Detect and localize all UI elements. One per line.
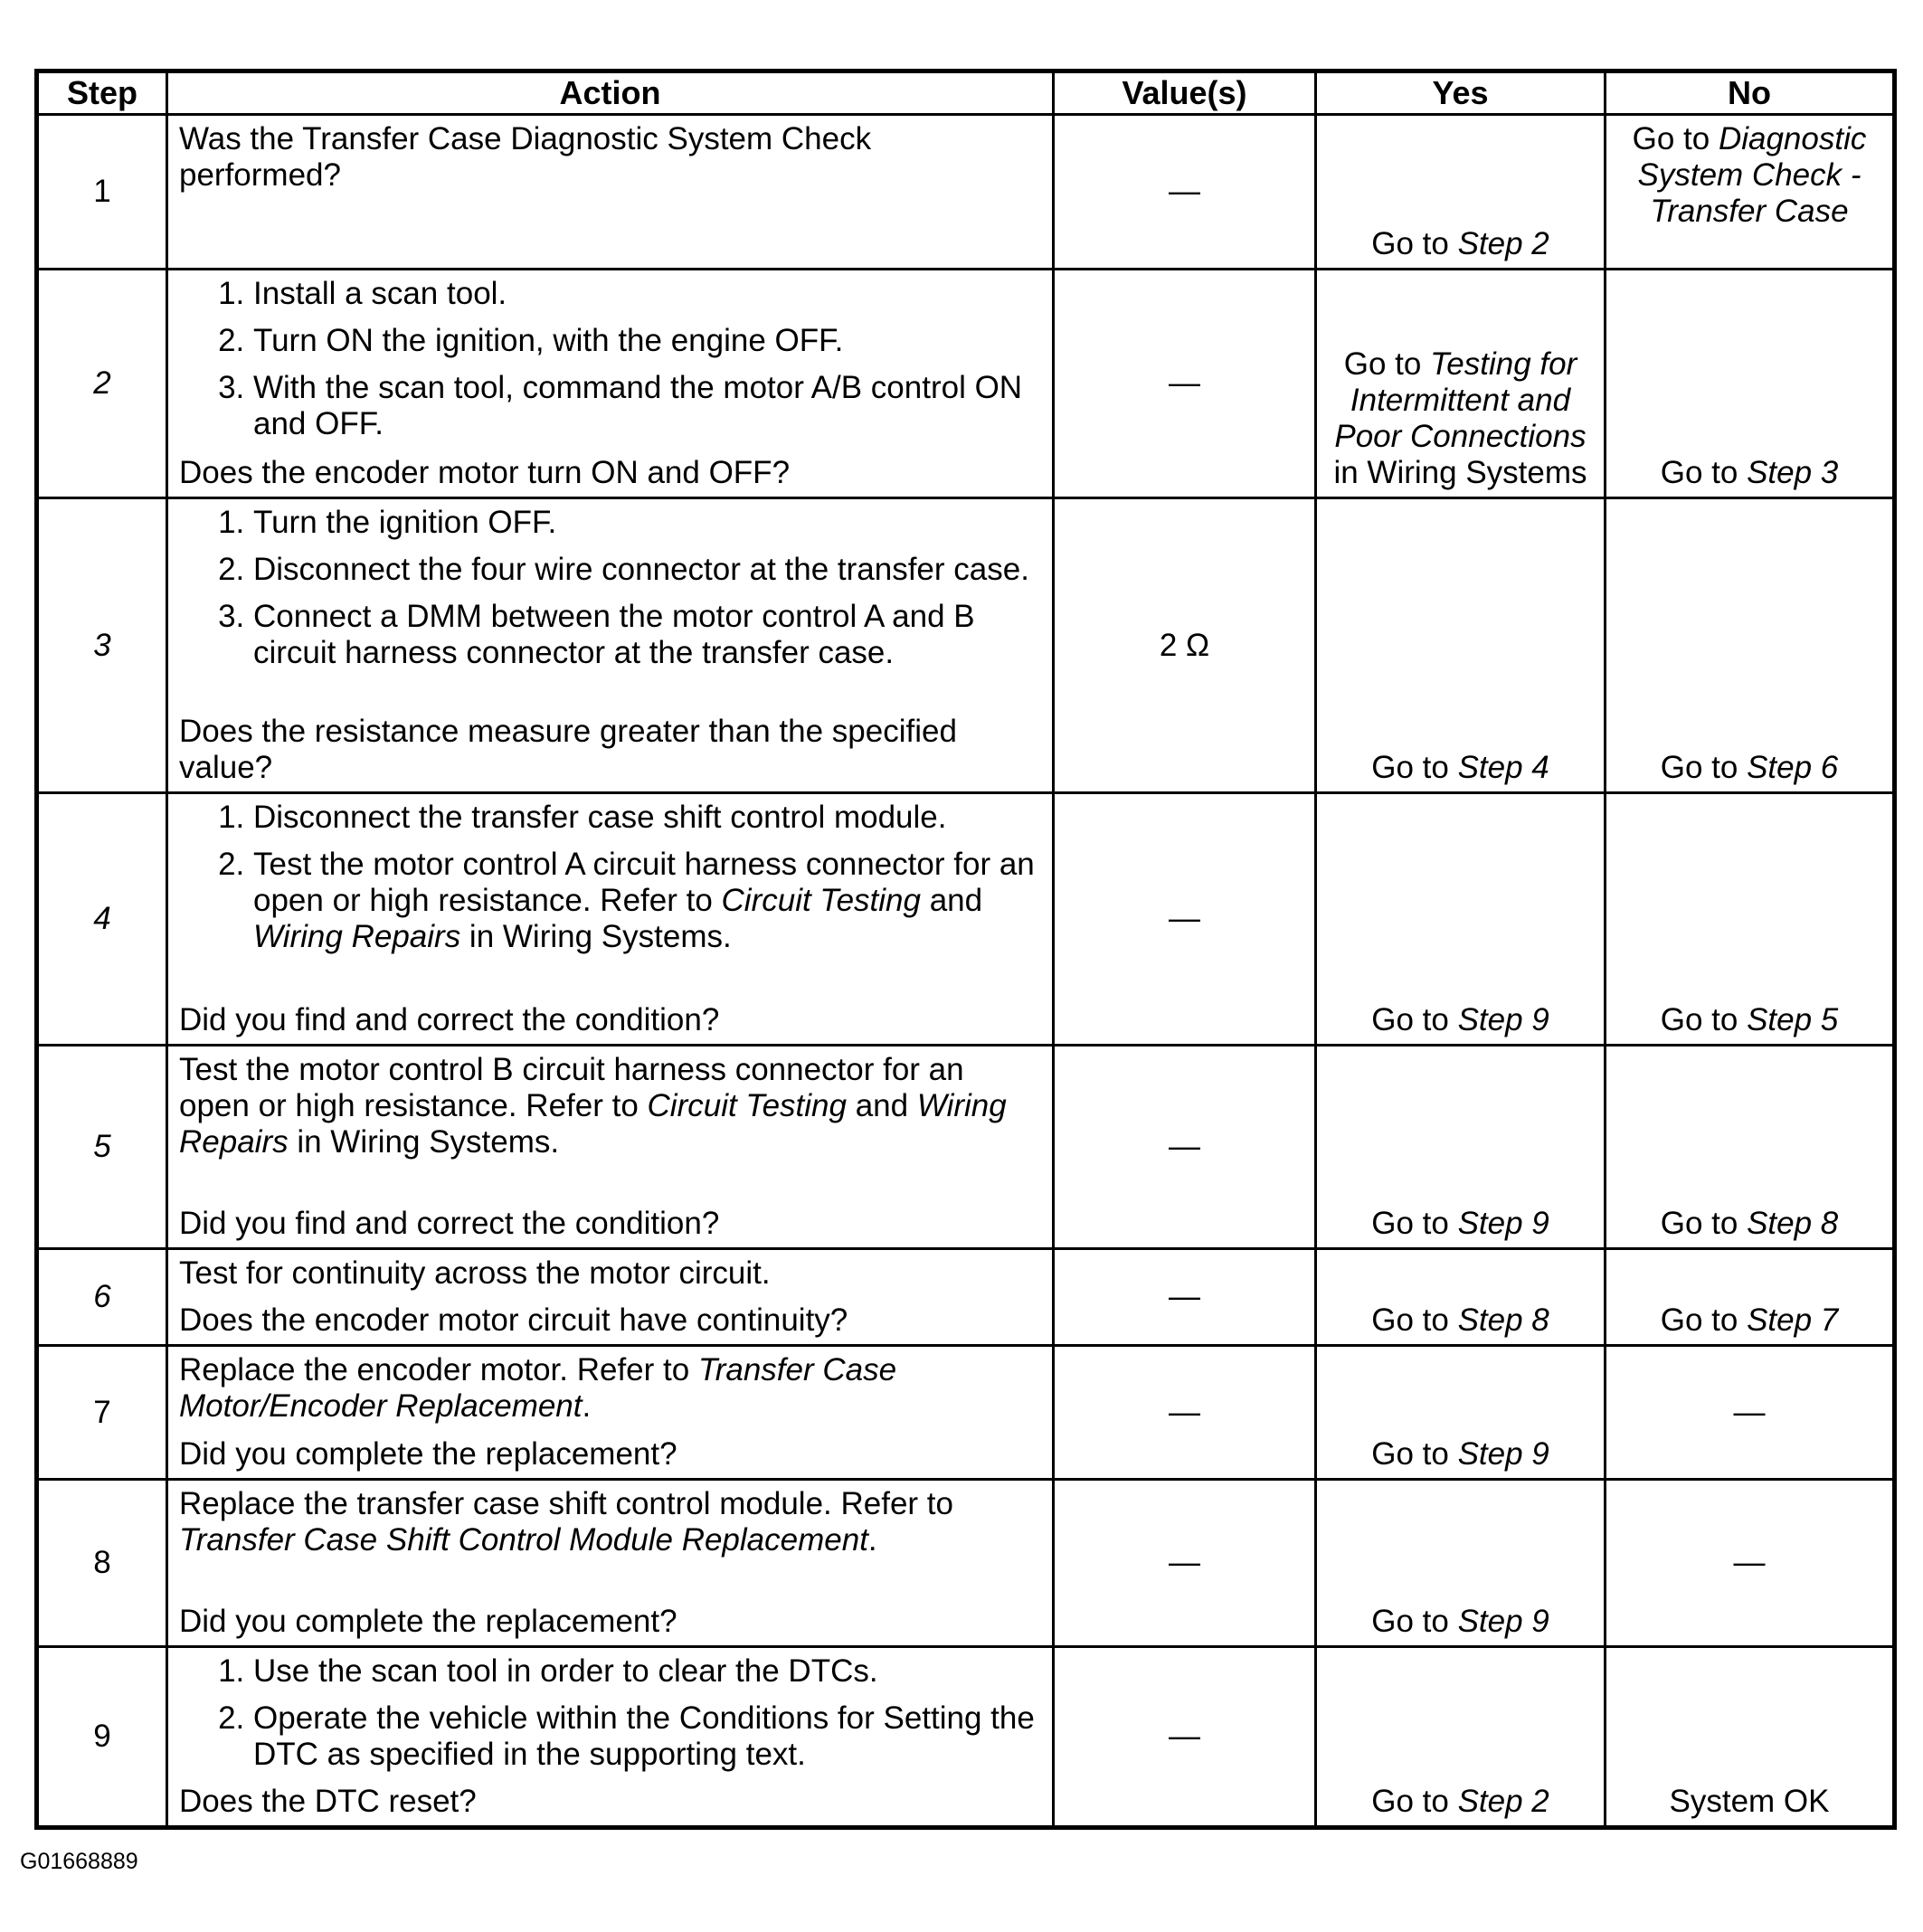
no-outcome-segment: —	[1733, 1394, 1766, 1430]
action-list-item-segment: Turn the ignition OFF.	[253, 505, 557, 540]
yes-outcome-cell	[1316, 1480, 1606, 1647]
action-list-item	[253, 800, 1041, 836]
action-text-segment: Test for continuity across the motor circuit.	[179, 1255, 771, 1291]
action-instructions	[179, 1653, 1041, 1784]
yes-outcome-cell	[1316, 1249, 1606, 1346]
action-text-segment: Replace the encoder motor. Refer to	[179, 1352, 698, 1387]
no-outcome	[1617, 1653, 1881, 1820]
yes-outcome-segment: in Wiring Systems	[1333, 455, 1587, 490]
diagnostic-table	[34, 69, 1897, 1830]
yes-outcome-text	[1328, 226, 1593, 262]
action-list-item-segment: Turn ON the ignition, with the engine OFF.	[253, 323, 844, 358]
action-cell	[167, 1480, 1054, 1647]
no-outcome-text	[1617, 750, 1881, 786]
action-list-item-segment: Circuit Testing	[721, 883, 921, 918]
action-question-segment: Did you complete the replacement?	[179, 1604, 677, 1639]
action-cell	[167, 498, 1054, 793]
table-row	[37, 498, 1895, 793]
yes-outcome-cell	[1316, 115, 1606, 270]
no-outcome-segment: Go to	[1660, 1302, 1748, 1338]
yes-outcome-segment: Go to	[1343, 346, 1431, 382]
no-outcome-cell	[1606, 793, 1895, 1046]
table-row	[37, 1249, 1895, 1346]
header-action: Action	[167, 71, 1054, 115]
step-number: 7	[37, 1346, 167, 1480]
header-values: Value(s)	[1054, 71, 1316, 115]
action-list-item-segment: and	[920, 883, 983, 918]
action-cell	[167, 1249, 1054, 1346]
action-question-segment: Does the DTC reset?	[179, 1784, 477, 1819]
action-question-segment: Does the resistance measure greater than the specified value?	[179, 714, 957, 785]
no-outcome-segment: —	[1733, 1545, 1766, 1580]
yes-outcome-segment: Go to	[1371, 1206, 1458, 1241]
yes-outcome-cell	[1316, 1046, 1606, 1249]
yes-outcome-segment: Step 9	[1457, 1206, 1549, 1241]
header-no: No	[1606, 71, 1895, 115]
value-cell: —	[1054, 1346, 1316, 1480]
header-row	[37, 71, 1895, 115]
action-text-segment: and	[846, 1088, 917, 1123]
action-list-item-segment: Connect a DMM between the motor control A and B circuit harness connector at the transfer case.	[253, 599, 975, 670]
yes-outcome-segment: Step 2	[1457, 226, 1549, 261]
no-outcome-text	[1617, 1002, 1881, 1038]
action-list-item	[253, 505, 1041, 541]
action-list-item	[253, 599, 1041, 671]
no-outcome	[1617, 1052, 1881, 1242]
no-outcome-segment: Step 7	[1747, 1302, 1839, 1338]
step-number: 5	[37, 1046, 167, 1249]
no-outcome-text	[1617, 455, 1881, 491]
no-outcome-cell	[1606, 1249, 1895, 1346]
value-cell: —	[1054, 1249, 1316, 1346]
no-outcome-segment: Diagnostic System Check - Transfer Case	[1637, 121, 1867, 229]
action-text	[179, 1486, 1041, 1558]
no-outcome-segment: Go to	[1660, 750, 1748, 785]
no-outcome-cell	[1606, 115, 1895, 270]
action-text-segment: Test the motor control B circuit harness connector for an open or high resistance. Refer to	[179, 1052, 964, 1123]
action-question	[179, 714, 1041, 786]
no-outcome-segment: Step 5	[1747, 1002, 1839, 1037]
step-number: 4	[37, 793, 167, 1046]
action-list-item-segment: Disconnect the transfer case shift control module.	[253, 800, 947, 835]
action-instructions	[179, 505, 1041, 682]
action-instructions	[179, 276, 1041, 453]
no-outcome-segment: System OK	[1669, 1784, 1830, 1819]
action-content	[179, 121, 1041, 262]
no-outcome	[1617, 276, 1881, 491]
yes-outcome-segment: Go to	[1371, 750, 1458, 785]
yes-outcome-segment: Go to	[1371, 226, 1458, 261]
action-text	[179, 1052, 1041, 1160]
action-question-segment: Did you find and correct the condition?	[179, 1206, 720, 1241]
no-outcome-segment: Go to	[1660, 455, 1748, 490]
action-text-segment: Circuit Testing	[647, 1088, 847, 1123]
action-content	[179, 505, 1041, 786]
action-instructions	[179, 1255, 1041, 1292]
action-text-segment: Transfer Case Motor/Encoder Replacement	[179, 1352, 897, 1424]
table-row	[37, 1046, 1895, 1249]
step-number: 2	[37, 270, 167, 498]
no-outcome	[1617, 1255, 1881, 1339]
action-text-segment: .	[867, 1522, 877, 1558]
action-step-list	[179, 505, 1041, 671]
action-cell	[167, 1647, 1054, 1828]
no-outcome-text	[1617, 1302, 1881, 1339]
action-content	[179, 1255, 1041, 1339]
table-row	[37, 793, 1895, 1046]
yes-outcome-text	[1328, 1302, 1593, 1339]
action-list-item	[253, 552, 1041, 588]
yes-outcome-text	[1328, 750, 1593, 786]
table-row	[37, 1647, 1895, 1828]
action-question-segment: Did you find and correct the condition?	[179, 1002, 720, 1037]
yes-outcome-text	[1328, 1206, 1593, 1242]
yes-outcome-segment: Step 9	[1457, 1436, 1549, 1472]
yes-outcome-text	[1328, 1784, 1593, 1820]
action-content	[179, 276, 1041, 491]
no-outcome-segment: Go to	[1660, 1002, 1748, 1037]
no-outcome-text	[1617, 1206, 1881, 1242]
no-outcome-segment: Go to	[1660, 1206, 1748, 1241]
no-outcome-cell	[1606, 1480, 1895, 1647]
action-text	[179, 1352, 1041, 1425]
no-outcome	[1617, 121, 1881, 262]
yes-outcome-text	[1328, 1002, 1593, 1038]
action-cell	[167, 1346, 1054, 1480]
yes-outcome-segment: Step 9	[1457, 1002, 1549, 1037]
action-content	[179, 1486, 1041, 1640]
yes-outcome	[1328, 276, 1593, 491]
value-cell: 2 Ω	[1054, 498, 1316, 793]
action-question	[179, 1784, 1041, 1820]
value-cell: —	[1054, 115, 1316, 270]
yes-outcome	[1328, 1352, 1593, 1473]
yes-outcome-segment: Go to	[1371, 1302, 1458, 1338]
value-cell: —	[1054, 793, 1316, 1046]
action-list-item	[253, 1653, 1041, 1690]
yes-outcome	[1328, 800, 1593, 1038]
action-question-segment: Does the encoder motor turn ON and OFF?	[179, 455, 791, 490]
yes-outcome-text	[1328, 346, 1593, 491]
yes-outcome-segment: Go to	[1371, 1784, 1458, 1819]
action-list-item-segment: Operate the vehicle within the Conditions for Setting the DTC as specified in the supporting text.	[253, 1700, 1035, 1772]
action-instructions	[179, 1052, 1041, 1160]
yes-outcome-cell	[1316, 1647, 1606, 1828]
yes-outcome-segment: Step 8	[1457, 1302, 1549, 1338]
yes-outcome-cell	[1316, 1346, 1606, 1480]
header-step: Step	[37, 71, 167, 115]
value-cell: —	[1054, 1480, 1316, 1647]
action-text-segment: Wiring Repairs	[179, 1088, 1007, 1160]
action-step-list	[179, 1653, 1041, 1773]
action-question-segment: Did you complete the replacement?	[179, 1436, 677, 1472]
action-question	[179, 1206, 1041, 1242]
step-number: 9	[37, 1647, 167, 1828]
yes-outcome	[1328, 1052, 1593, 1242]
action-text	[179, 1255, 1041, 1292]
action-list-item-segment: Test the motor control A circuit harness connector for an open or high resistance. Refer to	[253, 847, 1035, 918]
yes-outcome-text	[1328, 1604, 1593, 1640]
yes-outcome-cell	[1316, 793, 1606, 1046]
no-outcome	[1617, 1486, 1881, 1640]
no-outcome-cell	[1606, 1647, 1895, 1828]
yes-outcome-segment: Step 2	[1457, 1784, 1549, 1819]
action-content	[179, 800, 1041, 1038]
yes-outcome-segment: Go to	[1371, 1436, 1458, 1472]
yes-outcome-text	[1328, 1436, 1593, 1473]
no-outcome-segment: Step 6	[1747, 750, 1839, 785]
no-outcome-text	[1617, 1545, 1881, 1581]
action-text	[179, 121, 1041, 194]
step-number: 6	[37, 1249, 167, 1346]
no-outcome-segment: Step 8	[1747, 1206, 1839, 1241]
action-list-item	[253, 847, 1041, 955]
value-cell: —	[1054, 270, 1316, 498]
value-cell: —	[1054, 1647, 1316, 1828]
action-list-item	[253, 370, 1041, 442]
action-list-item-segment: Wiring Repairs	[253, 919, 461, 954]
yes-outcome	[1328, 121, 1593, 262]
action-instructions	[179, 1486, 1041, 1558]
no-outcome-text	[1617, 121, 1881, 230]
yes-outcome-segment: Go to	[1371, 1604, 1458, 1639]
action-instructions	[179, 121, 1041, 194]
yes-outcome	[1328, 1486, 1593, 1640]
yes-outcome-segment: Step 9	[1457, 1604, 1549, 1639]
action-list-item-segment: Use the scan tool in order to clear the DTCs.	[253, 1653, 878, 1689]
action-cell	[167, 270, 1054, 498]
header-yes: Yes	[1316, 71, 1606, 115]
no-outcome-text	[1617, 1784, 1881, 1820]
action-list-item	[253, 323, 1041, 359]
no-outcome-segment: Go to	[1632, 121, 1719, 156]
action-text-segment: Was the Transfer Case Diagnostic System Check performed?	[179, 121, 872, 193]
table-row	[37, 1480, 1895, 1647]
action-question	[179, 1002, 1041, 1038]
no-outcome-cell	[1606, 1346, 1895, 1480]
yes-outcome-cell	[1316, 498, 1606, 793]
action-text-segment: Replace the transfer case shift control module. Refer to	[179, 1486, 953, 1521]
value-cell: —	[1054, 1046, 1316, 1249]
table-row	[37, 270, 1895, 498]
action-question	[179, 1604, 1041, 1640]
action-list-item-segment: in Wiring Systems.	[460, 919, 732, 954]
action-question	[179, 1436, 1041, 1473]
no-outcome-text	[1617, 1395, 1881, 1431]
no-outcome	[1617, 1352, 1881, 1473]
action-list-item-segment: Install a scan tool.	[253, 276, 507, 311]
action-text-segment: Transfer Case Shift Control Module Replacement	[179, 1522, 868, 1558]
no-outcome-cell	[1606, 270, 1895, 498]
yes-outcome-segment: Step 4	[1457, 750, 1549, 785]
no-outcome	[1617, 505, 1881, 786]
no-outcome-cell	[1606, 498, 1895, 793]
action-list-item-segment: With the scan tool, command the motor A/B control ON and OFF.	[253, 370, 1023, 441]
yes-outcome-segment: Go to	[1371, 1002, 1458, 1037]
action-question-segment: Does the encoder motor circuit have continuity?	[179, 1302, 848, 1338]
action-instructions	[179, 800, 1041, 966]
action-instructions	[179, 1352, 1041, 1425]
yes-outcome	[1328, 505, 1593, 786]
action-cell	[167, 1046, 1054, 1249]
action-list-item	[253, 1700, 1041, 1773]
action-cell	[167, 115, 1054, 270]
table-row	[37, 1346, 1895, 1480]
no-outcome-segment: Step 3	[1747, 455, 1839, 490]
action-step-list	[179, 800, 1041, 955]
step-number: 3	[37, 498, 167, 793]
step-number: 8	[37, 1480, 167, 1647]
yes-outcome-segment: Testing for Intermittent and Poor Connections	[1334, 346, 1587, 454]
table-row	[37, 115, 1895, 270]
action-content	[179, 1653, 1041, 1820]
action-question	[179, 1302, 1041, 1339]
action-list-item-segment: Disconnect the four wire connector at the transfer case.	[253, 552, 1029, 587]
action-text-segment: .	[582, 1388, 592, 1424]
no-outcome	[1617, 800, 1881, 1038]
yes-outcome	[1328, 1653, 1593, 1820]
action-content	[179, 1052, 1041, 1242]
no-outcome-cell	[1606, 1046, 1895, 1249]
figure-id: G01668889	[20, 1849, 138, 1874]
action-content	[179, 1352, 1041, 1473]
action-cell	[167, 793, 1054, 1046]
yes-outcome	[1328, 1255, 1593, 1339]
action-text-segment: in Wiring Systems.	[288, 1124, 560, 1160]
step-number: 1	[37, 115, 167, 270]
action-step-list	[179, 276, 1041, 442]
yes-outcome-cell	[1316, 270, 1606, 498]
action-list-item	[253, 276, 1041, 312]
action-question	[179, 455, 1041, 491]
table-body	[37, 115, 1895, 1828]
